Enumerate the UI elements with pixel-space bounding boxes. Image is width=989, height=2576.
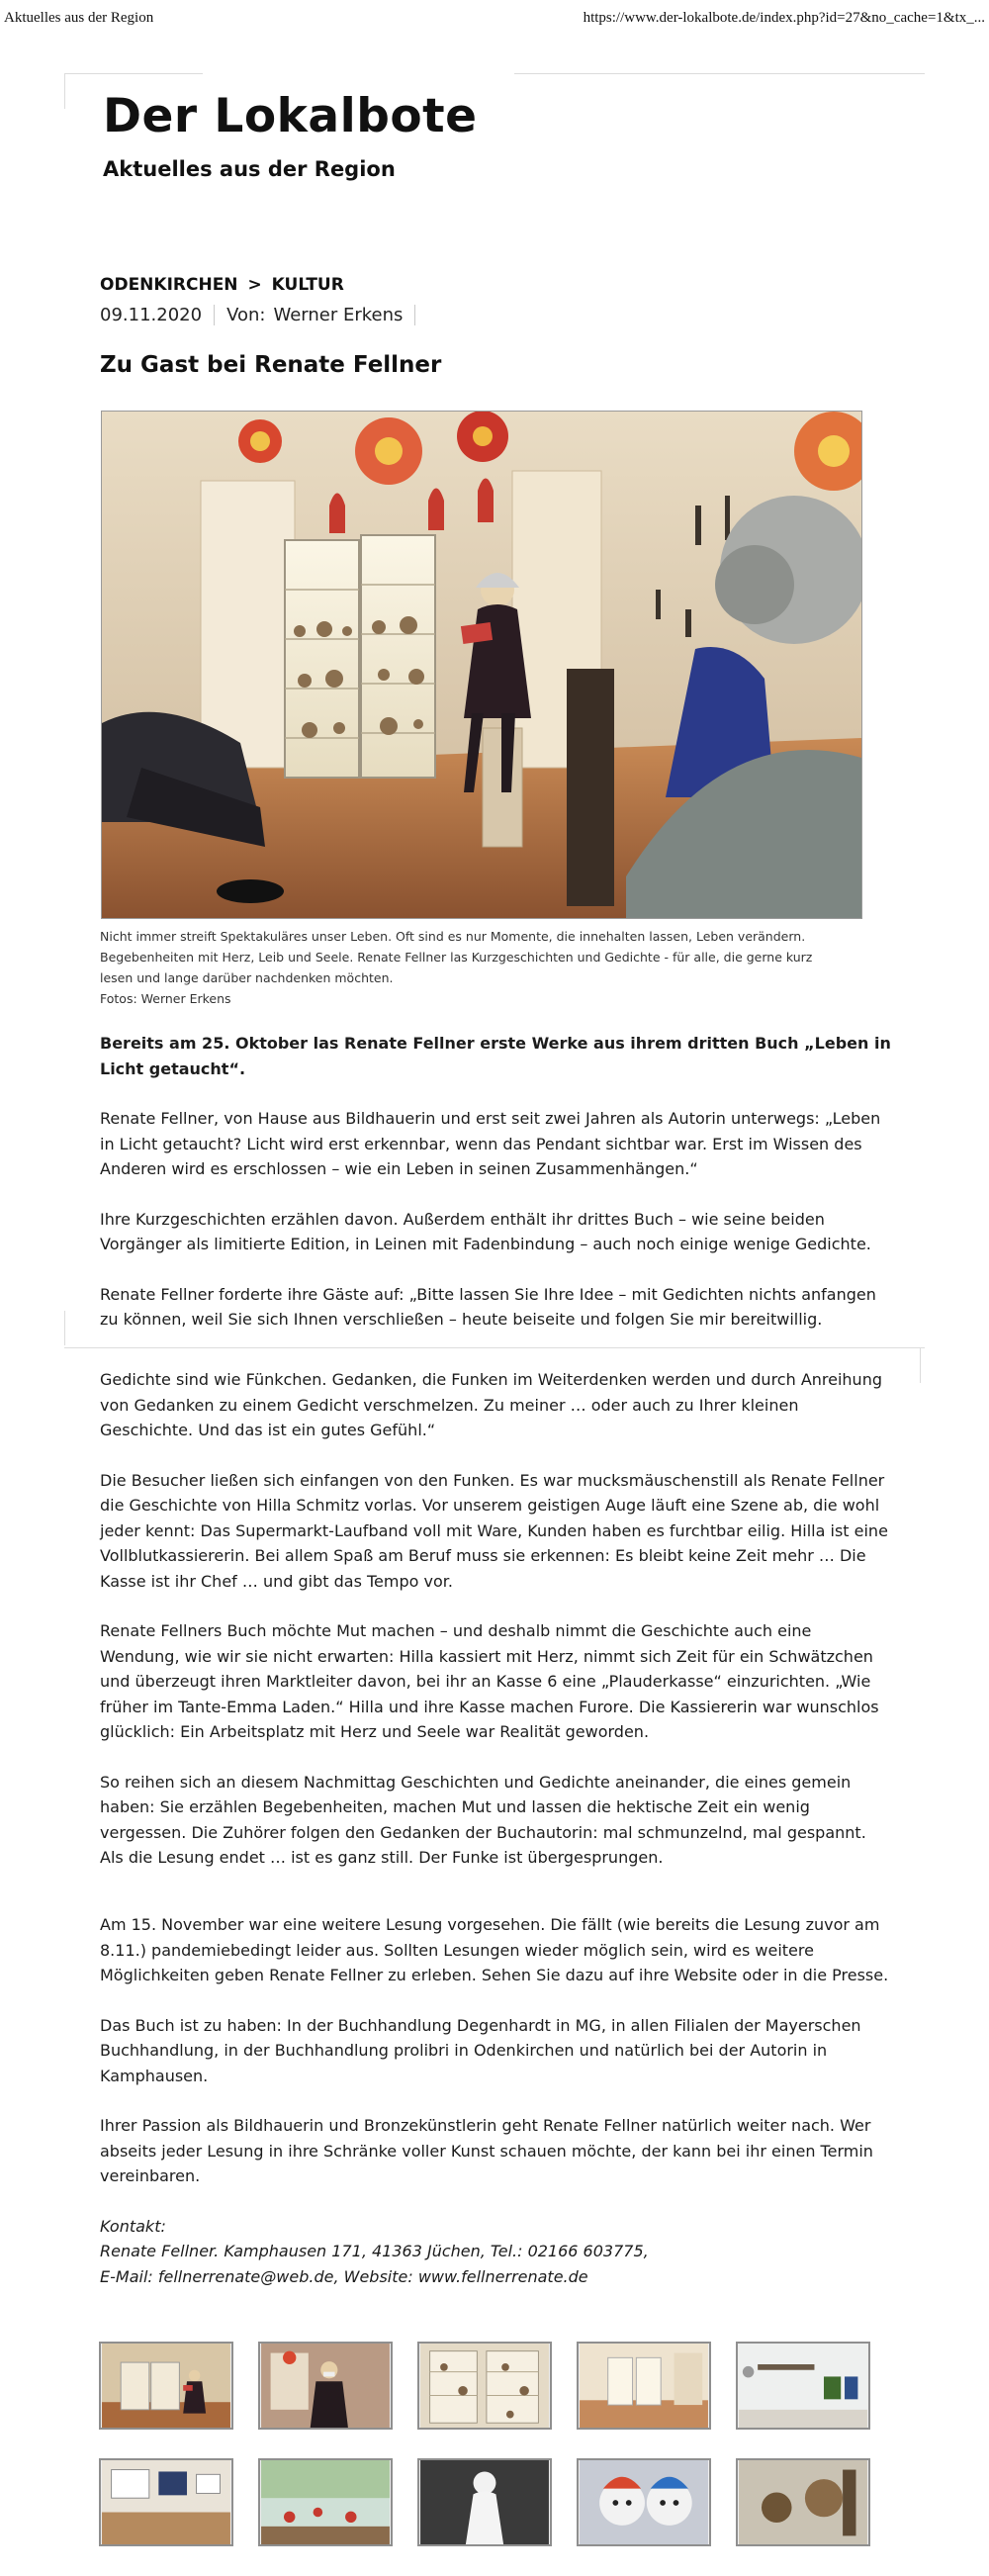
article-meta [100, 275, 792, 325]
bronze-pieces-thumb [738, 2460, 868, 2544]
breadcrumb-location[interactable]: ODENKIRCHEN [100, 275, 238, 295]
window-display-thumb [260, 2460, 391, 2544]
gallery-thumbnail[interactable] [417, 2458, 552, 2546]
colorful-masks-thumb [579, 2460, 709, 2544]
gallery-thumbnail[interactable] [99, 2342, 233, 2430]
body-paragraph: Gedichte sind wie Fünkchen. Gedanken, die Funken im Weiterdenken werden und durch Anreihung von Gedanken zu einem Gedicht verschmelzen. Zu meiner … oder auch zu Ihrer kleinen Geschichte. Und das ist ein gutes Gefühl.“ [100, 1370, 882, 1439]
print-header [4, 10, 985, 32]
white-figure-thumb [419, 2460, 550, 2544]
frame-line [920, 1347, 921, 1383]
body-paragraph: So reihen sich an diesem Nachmittag Geschichten und Gedichte aneinander, die eines gemein haben: Sie erzählen Begebenheiten, machen Mut und lassen die hektische Zeit ein wenig vergessen. Die Zuhörer folgen den Gedanken der Buchautorin: mal schmunzelnd, mal gespannt. Als die Lesung endet … ist es ganz still. Der Funke ist übergesprungen. [100, 1772, 866, 1867]
wall-artworks-thumb [738, 2344, 868, 2428]
article-body-part3 [100, 1912, 891, 2289]
masthead [103, 89, 478, 181]
author-name: Werner Erkens [273, 305, 404, 325]
gallery-thumbnail[interactable] [258, 2342, 393, 2430]
breadcrumb-separator: > [247, 275, 262, 295]
frame-line [64, 73, 203, 74]
body-paragraph: Am 15. November war eine weitere Lesung vorgesehen. Die fällt (wie bereits die Lesung zuvor am 8.11.) pandemiebedingt leider aus. Sollten Lesungen wieder möglich sein, wird es weitere Möglichkeiten geben Renate Fellner zu erleben. Sehen Sie dazu auf ihre Website oder in die Presse. [100, 1915, 889, 1984]
author-prefix: Von: [226, 305, 266, 325]
frame-line [514, 73, 925, 74]
article-lead [100, 1031, 891, 1081]
gallery-thumbnail[interactable] [577, 2458, 711, 2546]
article-date: 09.11.2020 [100, 305, 215, 325]
author-masked-thumb [260, 2344, 391, 2428]
site-subtitle: Aktuelles aus der Region [103, 157, 396, 181]
breadcrumb [100, 275, 792, 295]
print-page-title: Aktuelles aus der Region [4, 10, 154, 26]
gallery-row-1 [99, 2342, 870, 2430]
article-body-part1 [100, 1106, 891, 1333]
photo-credit: Fotos: Werner Erkens [100, 991, 231, 1006]
body-paragraph: Das Buch ist zu haben: In der Buchhandlung Degenhardt in MG, in allen Filialen der Mayerschen Buchhandlung, in der Buchhandlung prolibri in Odenkirchen und natürlich bei der Autorin in Kamphausen. [100, 2015, 861, 2085]
article-body-part2 [100, 1367, 891, 1871]
article-title: Zu Gast bei Renate Fellner [100, 352, 442, 378]
author-reading-thumb [101, 2344, 231, 2428]
breadcrumb-category[interactable]: KULTUR [271, 275, 344, 295]
lead-paragraph: Bereits am 25. Oktober las Renate Fellner erste Werke aus ihrem dritten Buch „Leben in Licht getaucht“. [100, 1034, 891, 1078]
dateline [100, 305, 792, 325]
gallery-thumbnail[interactable] [417, 2342, 552, 2430]
gallery-thumbnail[interactable] [258, 2458, 393, 2546]
vitrine-sculptures-thumb [419, 2344, 550, 2428]
frame-line [64, 1347, 925, 1348]
reading-in-gallery-photo [102, 412, 861, 918]
contact-heading: Kontakt: [100, 2216, 166, 2236]
image-caption [100, 926, 871, 1009]
body-paragraph: Renate Fellner forderte ihre Gäste auf: „Bitte lassen Sie Ihre Idee – mit Gedichten nichts anfangen zu können, weil Sie sich Ihnen verschließen – heute beiseite und folgen Sie mir bereitwillig. [100, 1284, 876, 1329]
contact-email-website[interactable]: E-Mail: fellnerrenate@web.de, Website: www.fellnerrenate.de [100, 2266, 588, 2286]
gallery-thumbnail[interactable] [736, 2458, 870, 2546]
caption-line: lesen und lange darüber nachdenken möchten. [100, 970, 394, 985]
frame-line [64, 1311, 65, 1345]
caption-line: Begebenheiten mit Herz, Leib und Seele. Renate Fellner las Kurzgeschichten und Gedichte - für alle, die gerne kurz [100, 950, 813, 965]
contact-address: Renate Fellner. Kamphausen 171, 41363 Jüchen, Tel.: 02166 603775, [100, 2242, 649, 2260]
gallery-thumbnail[interactable] [99, 2458, 233, 2546]
gallery-thumbnail[interactable] [736, 2342, 870, 2430]
print-url: https://www.der-lokalbote.de/index.php?id=27&no_cache=1&tx_... [583, 10, 985, 26]
site-title[interactable]: Der Lokalbote [103, 89, 478, 143]
frame-line [64, 73, 65, 109]
body-paragraph: Ihre Kurzgeschichten erzählen davon. Außerdem enthält ihr drittes Buch – wie seine beiden Vorgänger als limitierte Edition, in Leinen mit Fadenbindung – auch noch einige wenige Gedichte. [100, 1209, 871, 1253]
body-paragraph: Renate Fellner, von Hause aus Bildhauerin und erst seit zwei Jahren als Autorin unterwegs: „Leben in Licht getaucht? Licht wird erst erkennbar, wenn das Pendant sichtbar war. Erst im Wissen des Anderen wird es erschlossen – wie ein Leben in seinen Zusammenhängen.“ [100, 1109, 881, 1178]
caption-line: Nicht immer streift Spektakuläres unser Leben. Oft sind es nur Momente, die innehalten lassen, Leben verändern. [100, 929, 806, 944]
hero-image[interactable] [101, 411, 862, 919]
body-paragraph: Ihrer Passion als Bildhauerin und Bronzekünstlerin geht Renate Fellner natürlich weiter nach. Wer abseits jeder Lesung in ihre Schränke voller Kunst schauen möchte, der kann bei ihr einen Termin vereinbaren. [100, 2116, 873, 2185]
gallery-row-2 [99, 2458, 870, 2546]
body-paragraph: Die Besucher ließen sich einfangen von den Funken. Es war mucksmäuschenstill als Renate Fellner die Geschichte von Hilla Schmitz vorlas. Vor unserem geistigen Auge läuft eine Szene ab, die wohl jeder kennt: Das Supermarkt-Laufband voll mit Ware, Kunden haben es furchtbar eilig. Hilla ist eine Vollblutkassiererin. Bei allem Spaß am Beruf muss sie erkennen: Es bleibt keine Zeit mehr … Die Kasse ist ihr Chef … und gibt das Tempo vor. [100, 1470, 888, 1591]
table-exhibits-thumb [101, 2460, 231, 2544]
gallery-room-thumb [579, 2344, 709, 2428]
contact-block [100, 2214, 891, 2290]
article-author [215, 305, 415, 325]
gallery-thumbnail[interactable] [577, 2342, 711, 2430]
body-paragraph: Renate Fellners Buch möchte Mut machen – und deshalb nimmt die Geschichte auch eine Wendung, wie wir sie nicht erwarten: Hilla kassiert mit Herz, nimmt sich Zeit für ein Schwätzchen und überzeugt ihren Marktleiter davon, bei ihr an Kasse 6 eine „Plauderkasse“ einzurichten. „Wie früher im Tante-Emma Laden.“ Hilla und ihre Kasse machen Furore. Die Kassiererin war wunschlos glücklich: Ein Arbeitsplatz mit Herz und Seele war Realität geworden. [100, 1621, 879, 1741]
